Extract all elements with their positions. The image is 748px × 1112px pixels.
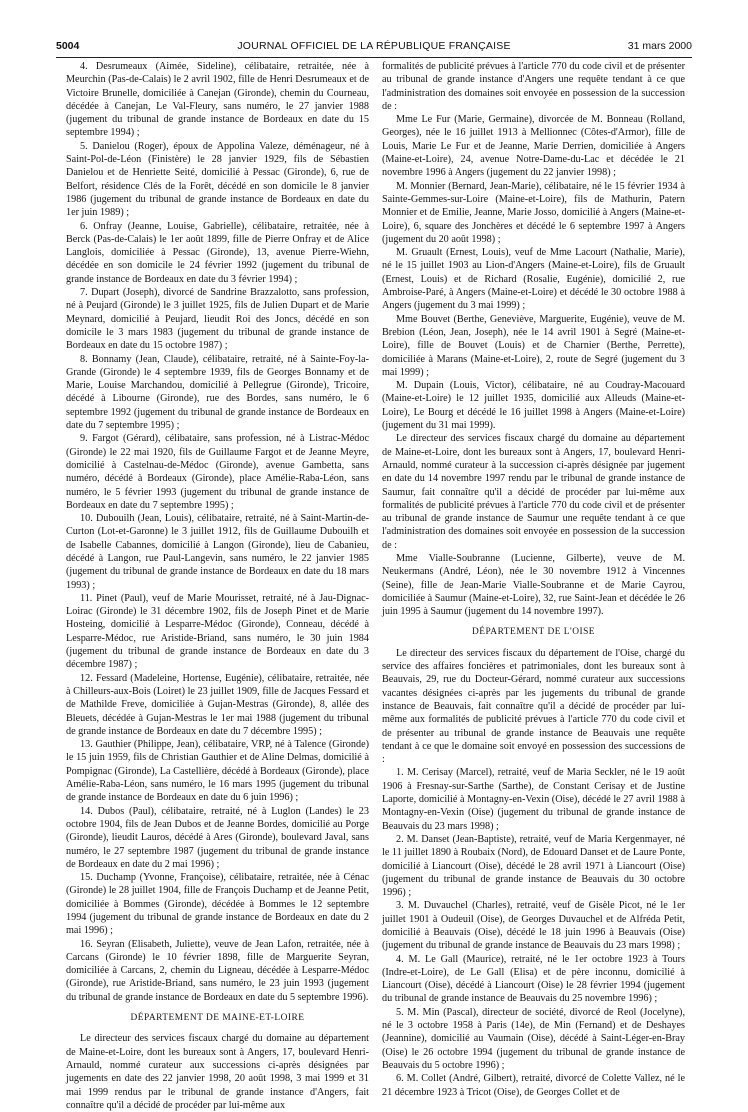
entry-paragraph: 13. Gauthier (Philippe, Jean), célibataire, VRP, né à Talence (Gironde) le 15 juin 1959, fils de Christian Gauthier et de Aline Delmas, domicilié à Pompignac (Gironde), La Castellière, décédé à Bordeaux (Gironde), place Amélie-Raba-Léon, sans numéro, le 16 mars 1995 (jugement du tribunal de grande instance de Bordeaux en date du 6 juin 1996) ; xyxy=(66,739,369,804)
page-number: 5004 xyxy=(56,40,80,52)
entry-paragraph: M. Gruault (Ernest, Louis), veuf de Mme Lacourt (Nathalie, Marie), né le 15 juillet 1903 au Lion-d'Angers (Maine-et-Loire), fils de Gruault (Ernest, Louis) et de Richard (Rosalie, Eugénie), domicilié 2, rue Ambroise-Paré, à Angers (Maine-et-Loire) et décédé le 30 octobre 1988 à Angers (jugement du 3 mai 1999) ; xyxy=(382,247,685,312)
left-column xyxy=(66,60,369,1112)
entry-paragraph: 16. Seyran (Elisabeth, Juliette), veuve de Jean Lafon, retraitée, née à Carcans (Gironde) le 10 février 1898, fille de Marguerite Seyran, domiciliée à Carcans, 2, chemin du Ligneau, décédée à Lesparre-Médoc (Gironde), rue Aristide-Briand, sans numéro, le 23 juin 1993 (jugement du tribunal de grande instance de Bordeaux en date du 5 septembre 1996). xyxy=(66,938,369,1003)
entry-paragraph: 12. Fessard (Madeleine, Hortense, Eugénie), célibataire, retraitée, née à Chilleurs-aux-Bois (Loiret) le 23 juillet 1909, fille de Jacques Fessard et de Mathilde Freve, domiciliée à Gujan-Mestras (Gironde), 8, allée des Bleuets, décédée à Gujan-Mestras le 1er mai 1988 (jugement du tribunal de grande instance de Bordeaux en date du 7 décembre 1995) ; xyxy=(66,672,369,737)
entry-paragraph: M. Dupain (Louis, Victor), célibataire, né au Coudray-Macouard (Maine-et-Loire) le 12 juillet 1935, domicilié aux Alleuds (Maine-et-Loire), Le Bourg et décédé le 16 juillet 1998 à Angers (Maine-et-Loire) (jugement du 31 mai 1999). xyxy=(382,380,685,432)
entry-paragraph: 5. M. Min (Pascal), directeur de société, divorcé de Reol (Jocelyne), né le 3 octobre 1958 à Paris (14e), de Min (Fernand) et de Deshayes (Jeannine), domicilié au Vaumain (Oise), décédé à Saint-Léger-en-Bray (Oise) le 26 octobre 1994 (jugement du tribunal de grande instance de Beauvais du 5 octobre 1996) ; xyxy=(382,1006,685,1071)
header-rule xyxy=(56,57,692,58)
entry-paragraph: 15. Duchamp (Yvonne, Françoise), célibataire, retraitée, née à Cénac (Gironde) le 28 juillet 1904, fille de François Duchamp et de Jeanne Petit, domiciliée à Bommes (Gironde), décédée à Bommes le 12 septembre 1994 (jugement du tribunal de grande instance de Bordeaux en date du 2 mai 1996) ; xyxy=(66,872,369,937)
entry-paragraph: 5. Danielou (Roger), époux de Appolina Valeze, déménageur, né à Saint-Pol-de-Léon (Finistère) le 28 janvier 1929, fils de Sébastien Danielou et de Henriette Seité, domicilié à Pessac (Gironde), 6, rue de Belfort, résidence Clés de la Forêt, décédé en son domicile le 8 janvier 1986 (jugement du tribunal de grande instance de Bordeaux en date du 1er juin 1989) ; xyxy=(66,140,369,219)
saumur-intro-paragraph: Le directeur des services fiscaux chargé du domaine au département de Maine-et-Loire, dont les bureaux sont à Angers, 17, boulevard Henri-Arnauld, nommé curateur à la succession ci-après désignée par jugement en date du 14 novembre 1997 rendu par le tribunal de grande instance de Saumur, fait connaître qu'il a décidé de procéder par lui-même aux formalités de publicité prévues à l'article 770 du code civil et de présenter au tribunal de grande instance de Saumur une requête tendant à ce que l'administration des domaines soit envoyée en possession de la succession de : xyxy=(382,433,685,551)
entry-paragraph: 2. M. Danset (Jean-Baptiste), retraité, veuf de Maria Kergenmayer, né le 11 juillet 1890 à Roubaix (Nord), de Edouard Danset et de Laure Ponte, domicilié à Liancourt (Oise), décédé le 28 avril 1971 à Liancourt (Oise) (jugement du tribunal de grande instance de Beauvais du 30 octobre 1996) ; xyxy=(382,833,685,899)
oise-intro-paragraph: Le directeur des services fiscaux du département de l'Oise, chargé du service des affaires foncières et patrimoniales, dont les bureaux sont à Beauvais, 29, rue du Docteur-Gérard, nommé curateur aux successions vacantes désignées ci-après par les jugements du tribunal de grande instance de Beauvais, fait connaître qu'il a décidé de procéder par lui-même aux formalités de publicité prévues à l'article 770 du code civil et de présenter au tribunal de grande instance de Beauvais une requête tendant à ce que le domaine soit envoyé en possession des successions de : xyxy=(382,647,685,766)
intro-continued-paragraph: formalités de publicité prévues à l'article 770 du code civil et de présenter au tribunal de grande instance d'Angers une requête tendant à ce que l'administration des domaines soit envoyée en possession de la succession de : xyxy=(382,61,685,112)
journal-title: JOURNAL OFFICIEL DE LA RÉPUBLIQUE FRANÇAISE xyxy=(237,40,511,52)
section-heading-maine-et-loire: DÉPARTEMENT DE MAINE-ET-LOIRE xyxy=(130,1013,305,1024)
entry-paragraph: 6. M. Collet (André, Gilbert), retraité, divorcé de Colette Vallez, né le 21 décembre 1923 à Tricot (Oise), de Georges Collet et de xyxy=(382,1073,685,1098)
entry-paragraph: 6. Onfray (Jeanne, Louise, Gabrielle), célibataire, retraitée, née à Berck (Pas-de-Calais) le 1er août 1899, fille de Pierre Onfray et de Alice Langlois, domiciliée à Pessac (Gironde), 13, avenue Pierre-Wiehn, décédée en son domicile le 24 février 1992 (jugement du tribunal de grande instance de Bordeaux en date du 3 février 1994) ; xyxy=(66,220,369,285)
section-intro-paragraph: Le directeur des services fiscaux chargé du domaine au département de Maine-et-Loire, dont les bureaux sont à Angers, 17, boulevard Henri-Arnauld, nommé curateur aux successions ci-après désignées par jugements en date des 22 janvier 1998, 20 août 1998, 3 mai 1999 et 31 mai 1999 rendus par le tribunal de grande instance d'Angers, fait connaître qu'il a décidé de procéder par lui-même aux xyxy=(66,1033,369,1111)
publication-date: 31 mars 2000 xyxy=(627,40,692,52)
entry-paragraph: 4. M. Le Gall (Maurice), retraité, né le 1er octobre 1923 à Tours (Indre-et-Loire), de Le Gall (Elisa) et de père inconnu, domicilié à Liancourt (Oise), décédé à Liancourt (Oise) le 28 février 1994 (jugement du tribunal de grande instance de Beauvais du 25 novembre 1996) ; xyxy=(382,953,685,1005)
entry-paragraph: 3. M. Duvauchel (Charles), retraité, veuf de Gisèle Picot, né le 1er juillet 1901 à Oudeuil (Oise), de Georges Duvauchel et de Alfréda Petit, domicilié à Beauvais (Oise), décédé le 18 juin 1996 à Beauvais (Oise) (jugement du tribunal de grande instance de Beauvais du 23 mars 1998) ; xyxy=(382,900,685,952)
entry-paragraph: 1. M. Cerisay (Marcel), retraité, veuf de Maria Seckler, né le 19 août 1906 à Fresnay-sur-Sarthe (Sarthe), de Constant Cerisay et de Justine Laporte, domicilié à Montagny-en-Vexin (Oise), décédé le 27 avril 1988 à Montagny-en-Vexin (Oise) (jugement du tribunal de grande instance de Beauvais du 23 mars 1998) ; xyxy=(382,767,685,832)
entry-paragraph: 9. Fargot (Gérard), célibataire, sans profession, né à Listrac-Médoc (Gironde) le 22 mai 1920, fils de Guillaume Fargot et de Jeanne Meyre, domicilié à Castelnau-de-Médoc (Gironde), avenue Gambetta, sans numéro, décédé à Bordeaux (Gironde), place Amélie-Raba-Léon, sans numéro, le 5 février 1993 (jugement du tribunal de grande instance de Bordeaux en date du 7 septembre 1995) ; xyxy=(66,433,369,511)
entry-paragraph: Mme Vialle-Soubranne (Lucienne, Gilberte), veuve de M. Neukermans (André, Léon), née le 30 novembre 1912 à Vincennes (Seine), fille de Jean-Marie Vialle-Soubranne et de Marie Cayrou, domiciliée à Saumur (Maine-et-Loire), 32, rue Saint-Jean et décédée le 26 juin 1995 à Saumur (jugement du 14 novembre 1997). xyxy=(382,552,685,618)
entry-paragraph: 11. Pinet (Paul), veuf de Marie Mourisset, retraité, né à Jau-Dignac-Loirac (Gironde) le 31 décembre 1902, fils de Joseph Pinet et de Marie Hosteing, domicilié à Lesparre-Médoc (Gironde), Conneau, décédé à Lesparre-Médoc, rue Aristide-Briand, sans numéro, le 30 juin 1984 (jugement du tribunal de grande instance de Bordeaux en date du 3 décembre 1987) ; xyxy=(66,592,369,671)
entry-paragraph: M. Monnier (Bernard, Jean-Marie), célibataire, né le 15 février 1934 à Sainte-Gemmes-sur-Loire (Maine-et-Loire), fils de Mathurin, Patern Monnier et de Emilie, Jeanne, Marie Josso, domicilié à Angers (Maine-et-Loire), 6, square des Jonchères et décédé le 6 septembre 1997 à Angers (jugement du 20 août 1998) ; xyxy=(382,180,685,245)
section-heading-oise: DÉPARTEMENT DE L'OISE xyxy=(471,627,596,638)
entry-paragraph: Mme Bouvet (Berthe, Geneviève, Marguerite, Eugénie), veuve de M. Brebion (Léon, Jean, Joseph), née le 14 avril 1901 à Segré (Maine-et-Loire), fille de Bouvet (Louis) et de Charnier (Berthe, Perrette), domiciliée à Marans (Maine-et-Loire), 2, route de Segré (jugement du 3 mai 1999) ; xyxy=(382,313,685,378)
entry-paragraph: Mme Le Fur (Marie, Germaine), divorcée de M. Bonneau (Rolland, Georges), née le 16 juillet 1913 à Mellionnec (Côtes-d'Armor), fille de Louis, Marie Le Fur et de Jeanne, Marie Derrien, domiciliée à Angers (Maine-et-Loire), 24, avenue Notre-Dame-du-Lac et décédée le 21 novembre 1996 à Angers (jugement du 22 janvier 1998) ; xyxy=(382,114,685,179)
right-column xyxy=(382,60,685,1099)
entry-paragraph: 7. Dupart (Joseph), divorcé de Sandrine Brazzalotto, sans profession, né à Peujard (Gironde) le 3 juillet 1925, fils de Julien Dupart et de Marie Meynard, domicilié à Peujard, lieudit Roi des Joncs, décédé en son domicile le 3 mars 1983 (jugement du tribunal de grande instance de Bordeaux en date du 15 octobre 1987) ; xyxy=(66,287,369,352)
entry-paragraph: 8. Bonnamy (Jean, Claude), célibataire, retraité, né à Sainte-Foy-la-Grande (Gironde) le 4 septembre 1939, fils de Georges Bonnamy et de Marie, Louise Marchandou, domicilié à Pellegrue (Gironde), Tricoire, décédé à Libourne (Gironde), rue des Bordes, sans numéro, le 6 septembre 1992 (jugement du tribunal de grande instance de Bordeaux en date du 7 septembre 1995) ; xyxy=(66,353,369,432)
page-header xyxy=(56,40,692,56)
entry-paragraph: 14. Dubos (Paul), célibataire, retraité, né à Luglon (Landes) le 23 octobre 1904, fils de Jean Dubos et de Jeanne Bordes, domicilié au Porge (Gironde), lieudit Lauros, décédé à Ares (Gironde), boulevard Javal, sans numéro, le 27 septembre 1987 (jugement du tribunal de grande instance de Bordeaux en date du 2 mai 1996) ; xyxy=(66,805,369,870)
entry-paragraph: 10. Dubouilh (Jean, Louis), célibataire, retraité, né à Saint-Martin-de-Curton (Lot-et-Garonne) le 3 juillet 1912, fils de Guillaume Dubouilh et de Isabelle Cabannes, domicilié à Langon (Gironde), lieu de Cabanieu, décédé à Langon, rue Paul-Langevin, sans numéro, le 22 janvier 1985 (jugement du tribunal de grande instance de Bordeaux en date du 18 mars 1993) ; xyxy=(66,513,369,591)
entry-paragraph: 4. Desrumeaux (Aimée, Sideline), célibataire, retraitée, née à Meurchin (Pas-de-Calais) le 2 avril 1902, fille de Henri Desrumeaux et de Victoire Brunelle, domiciliée à Canejan (Gironde), chemin du Courneau, décédée à Canejan, Le Val-Fleury, sans numéro, le 27 janvier 1988 (jugement du tribunal de grande instance de Bordeaux en date du 15 septembre 1994) ; xyxy=(66,61,369,139)
